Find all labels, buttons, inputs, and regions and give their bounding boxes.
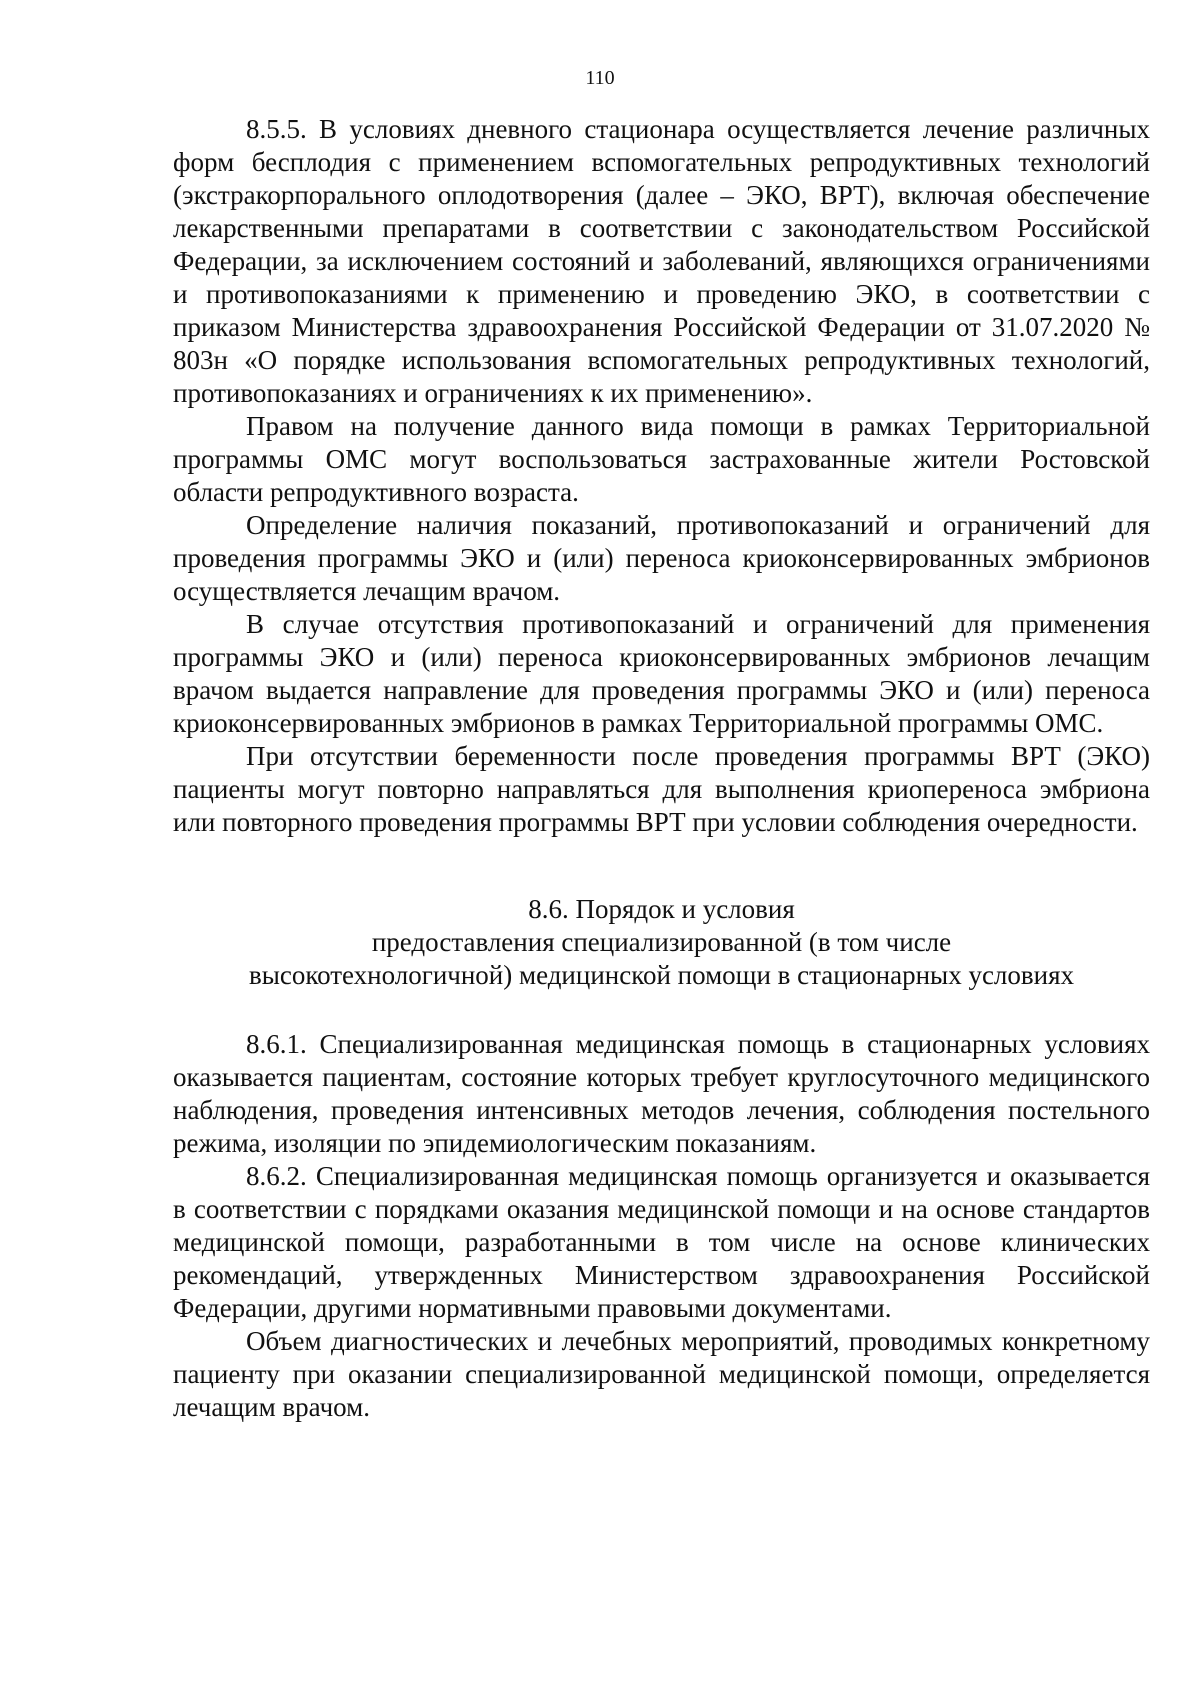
- section-heading-line: 8.6. Порядок и условия: [528, 894, 795, 924]
- section-heading-line: предоставления специализированной (в том числе: [371, 927, 952, 957]
- paragraph-scope: Объем диагностических и лечебных мероприятий, проводимых конкретному пациенту при оказании специализированной медицинской помощи, определяется лечащим врачом.: [173, 1326, 1150, 1422]
- section-heading-line: высокотехнологичной) медицинской помощи в стационарных условиях: [248, 960, 1075, 990]
- page-number: 110: [585, 67, 615, 89]
- paragraph-referral: В случае отсутствия противопоказаний и ограничений для применения программы ЭКО и (или) переноса криоконсервированных эмбрионов лечащим врачом выдается направление для проведения программы ЭКО и (или) переноса криоконсервированных эмбрионов в рамках Территориальной программы ОМС.: [173, 609, 1150, 738]
- paragraph-8-5-5: 8.5.5. В условиях дневного стационара осуществляется лечение различных форм бесплодия с применением вспомогательных репродуктивных технологий (экстракорпорального оплодотворения (далее – ЭКО, ВРТ), включая обеспечение лекарственными препаратами в соответствии с законодательством Российской Федерации, за исключением состояний и заболеваний, являющихся ограничениями и противопоказаниями к применению и проведению ЭКО, в соответствии с приказом Министерства здравоохранения Российской Федерации от 31.07.2020 № 803н «О порядке использования вспомогательных репродуктивных технологий, противопоказаниях и ограничениях к их применению».: [173, 114, 1150, 408]
- paragraph-8-6-1: 8.6.1. Специализированная медицинская помощь в стационарных условиях оказывается пациентам, состояние которых требует круглосуточного медицинского наблюдения, проведения интенсивных методов лечения, соблюдения постельного режима, изоляции по эпидемиологическим показаниям.: [173, 1029, 1150, 1158]
- section-heading-8-6: [173, 893, 1150, 992]
- document-body: [173, 113, 1150, 1424]
- paragraph-8-6-2: 8.6.2. Специализированная медицинская помощь организуется и оказывается в соответствии с порядками оказания медицинской помощи и на основе стандартов медицинской помощи, разработанными в том числе на основе клинических рекомендаций, утвержденных Министерством здравоохранения Российской Федерации, другими нормативными правовыми документами.: [173, 1161, 1150, 1323]
- paragraph-oms-eligibility: Правом на получение данного вида помощи в рамках Территориальной программы ОМС могут воспользоваться застрахованные жители Ростовской области репродуктивного возраста.: [173, 411, 1150, 507]
- paragraph-indications: Определение наличия показаний, противопоказаний и ограничений для проведения программы ЭКО и (или) переноса криоконсервированных эмбрионов осуществляется лечащим врачом.: [173, 510, 1150, 606]
- paragraph-repeat-program: При отсутствии беременности после проведения программы ВРТ (ЭКО) пациенты могут повторно направляться для выполнения криопереноса эмбриона или повторного проведения программы ВРТ при условии соблюдения очередности.: [173, 741, 1150, 837]
